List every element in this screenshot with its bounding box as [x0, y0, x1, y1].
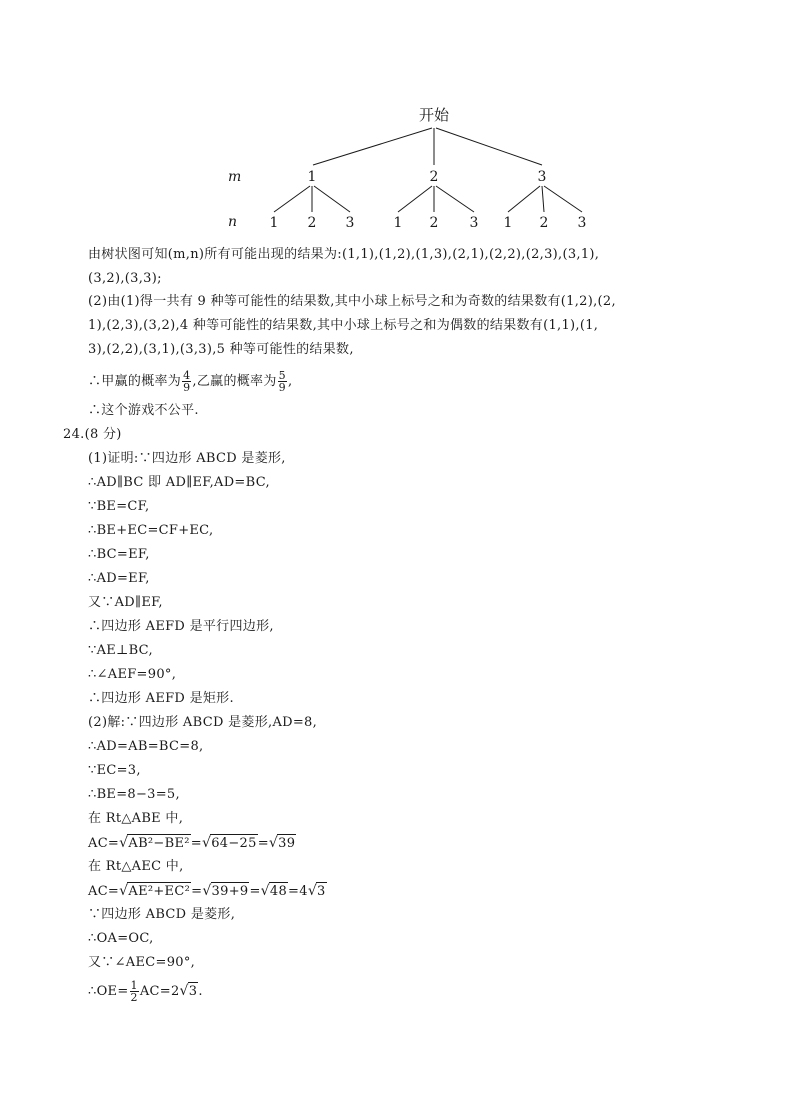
- question-number: 24.(8 分): [63, 427, 122, 442]
- n-node: 3: [577, 215, 587, 231]
- text-segment: ∴OE=: [88, 984, 129, 999]
- text-line: ∵EC=3,: [88, 763, 141, 778]
- text-line: (2)由(1)得一共有 9 种等可能性的结果数,其中小球上标号之和为奇数的结果数有(1,2),(2,: [88, 294, 616, 309]
- text-segment: =4: [288, 884, 308, 899]
- sqrt-sign: √: [179, 983, 189, 999]
- formula-line: [88, 834, 296, 853]
- m-label: m: [228, 169, 242, 185]
- text-line: (2)解:∵四边形 ABCD 是菱形,AD=8,: [88, 715, 318, 730]
- text-segment: ∴甲赢的概率为: [88, 374, 182, 389]
- text-line: ∵四边形 ABCD 是菱形,: [88, 907, 236, 922]
- n-node: 2: [539, 215, 549, 231]
- text-segment: .: [198, 984, 203, 999]
- fraction: [278, 370, 287, 393]
- text-line: ∴AD=AB=BC=8,: [88, 739, 204, 754]
- text-line: 由树状图可知(m,n)所有可能出现的结果为:(1,1),(1,2),(1,3),(2,1),(2,2),(2,3),(3,1),: [88, 247, 600, 262]
- text-line: 又∵∠AEC=90°,: [88, 955, 196, 970]
- text-line: ∴BC=EF,: [88, 547, 150, 562]
- fraction-numerator: 5: [278, 369, 286, 382]
- text-segment: =: [191, 884, 203, 899]
- text-line: (1)证明:∵四边形 ABCD 是菱形,: [88, 451, 286, 466]
- text-line: ∴AD=EF,: [88, 571, 150, 586]
- text-line: ∴AD∥BC 即 AD∥EF,AD=BC,: [88, 475, 270, 490]
- sqrt-sign: √: [202, 883, 212, 899]
- fraction: [182, 370, 191, 393]
- radicand: 48: [269, 884, 288, 899]
- text-segment: ,乙赢的概率为: [192, 374, 277, 389]
- tree-branches: [274, 128, 582, 212]
- text-segment: AC=2: [139, 984, 180, 999]
- text-segment: =: [190, 836, 202, 851]
- m-node: 1: [307, 169, 317, 185]
- text-segment: =: [257, 836, 269, 851]
- m-node: 3: [537, 169, 547, 185]
- text-segment: AC=: [88, 884, 120, 899]
- formula-line: [88, 980, 203, 1003]
- text-segment: =: [249, 884, 261, 899]
- n-node: 3: [469, 215, 479, 231]
- n-node: 1: [269, 215, 279, 231]
- tree-diagram: [0, 0, 789, 240]
- text-line: 在 Rt△ABE 中,: [88, 811, 184, 826]
- sqrt-sign: √: [260, 883, 270, 899]
- text-segment: ,: [287, 374, 293, 389]
- fraction: [130, 980, 139, 1003]
- n-node: 2: [429, 215, 439, 231]
- text-line: ∴BE=8−3=5,: [88, 787, 180, 802]
- radicand: 3: [188, 984, 198, 999]
- text-line: 3),(2,2),(3,1),(3,3),5 种等可能性的结果数,: [88, 342, 354, 357]
- n-label: n: [228, 214, 238, 230]
- text-line: ∵BE=CF,: [88, 499, 150, 514]
- sqrt-sign: √: [268, 835, 279, 851]
- fraction-denominator: 9: [278, 381, 286, 394]
- formula-line: [88, 882, 327, 901]
- radicand: AE²+EC²: [128, 884, 191, 899]
- sqrt-sign: √: [201, 835, 212, 851]
- sqrt-sign: √: [119, 835, 129, 851]
- text-line: ∴OA=OC,: [88, 931, 154, 946]
- n-node: 1: [503, 215, 513, 231]
- radicand: 3: [317, 884, 326, 899]
- text-line: ∴四边形 AEFD 是平行四边形,: [88, 619, 274, 634]
- text-line: ∴这个游戏不公平.: [88, 403, 199, 418]
- radicand: 39: [278, 836, 296, 851]
- n-node: 3: [345, 215, 355, 231]
- m-node: 2: [429, 169, 439, 185]
- n-node: 1: [393, 215, 403, 231]
- text-line: (3,2),(3,3);: [88, 271, 162, 286]
- text-line: 在 Rt△AEC 中,: [88, 859, 184, 874]
- probability-line: [88, 370, 292, 393]
- text-line: 又∵AD∥EF,: [88, 595, 163, 610]
- text-line: ∴四边形 AEFD 是矩形.: [88, 691, 234, 706]
- fraction-numerator: 1: [130, 979, 138, 992]
- n-node: 2: [307, 215, 317, 231]
- radicand: AB²−BE²: [128, 836, 190, 851]
- sqrt-sign: √: [307, 883, 318, 899]
- tree-root: 开始: [418, 106, 450, 124]
- fraction-numerator: 4: [183, 369, 191, 382]
- text-line: 1),(2,3),(3,2),4 种等可能性的结果数,其中小球上标号之和为偶数的结果数有(1,1),(1,: [88, 318, 599, 333]
- radicand: 64−25: [211, 836, 257, 851]
- sqrt-sign: √: [119, 883, 129, 899]
- radicand: 39+9: [211, 884, 249, 899]
- text-line: ∴BE+EC=CF+EC,: [88, 523, 214, 538]
- fraction-denominator: 9: [183, 381, 191, 394]
- fraction-denominator: 2: [130, 991, 138, 1004]
- text-line: ∵AE⊥BC,: [88, 643, 153, 658]
- text-line: ∴∠AEF=90°,: [88, 667, 177, 682]
- text-segment: AC=: [88, 836, 120, 851]
